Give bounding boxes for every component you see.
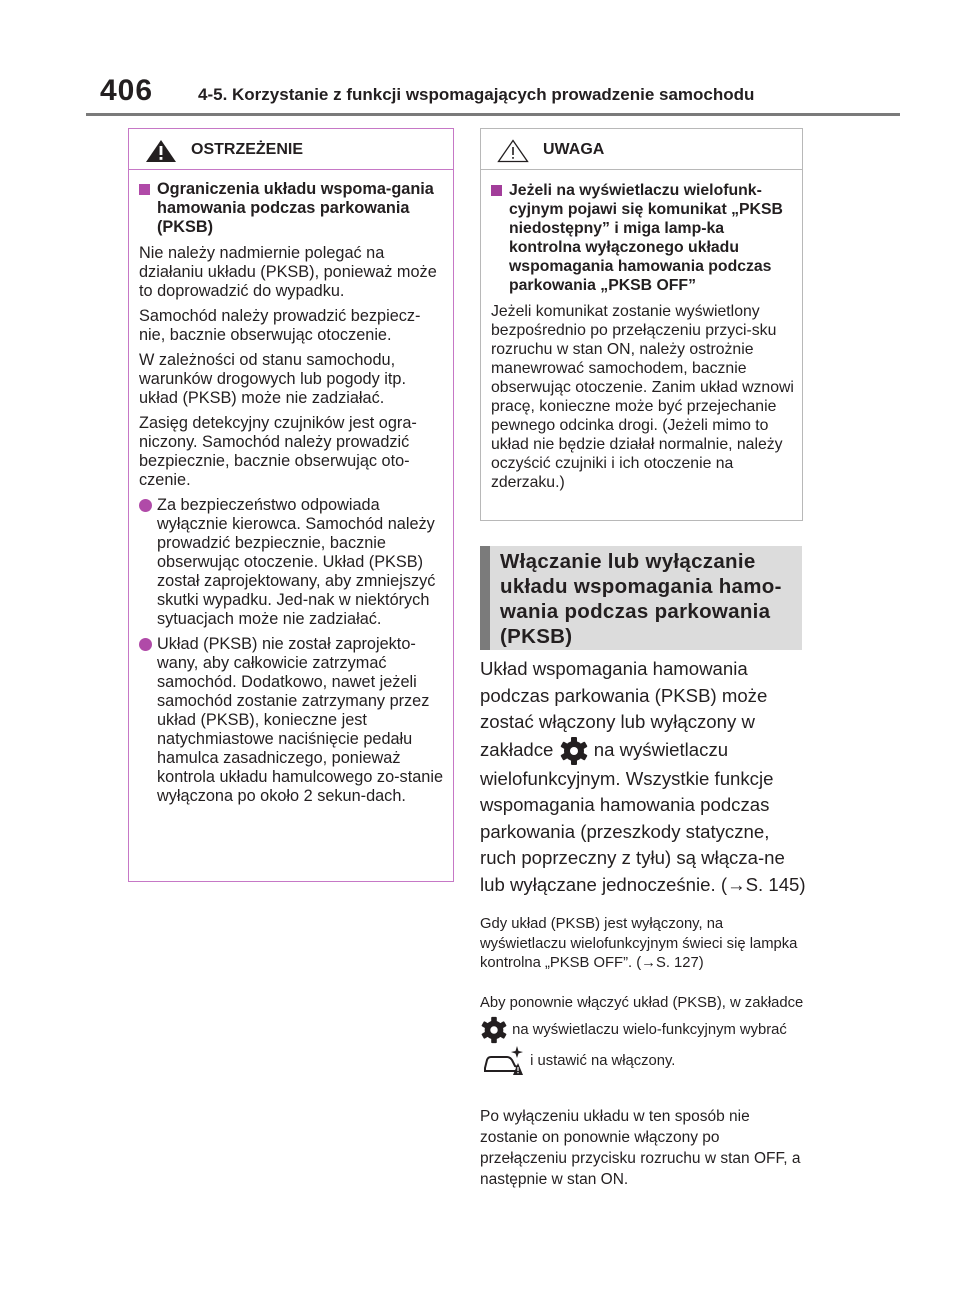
pksb-car-icon xyxy=(480,1044,526,1078)
warning-paragraph: Nie należy nadmiernie polegać na działaniu układu (PKSB), ponieważ może to doprowadzić do wypadku. xyxy=(139,244,437,300)
feature-paragraph-3: Po wyłączeniu układu w ten sposób nie zostanie on ponownie włączony po przełączeniu przycisku rozruchu w stan OFF, a następnie w stan ON. xyxy=(480,1108,801,1188)
warning-title: OSTRZEŻENIE xyxy=(191,141,304,158)
square-bullet-icon xyxy=(491,185,502,196)
warning-triangle-icon xyxy=(145,139,177,163)
header-rule xyxy=(86,113,900,116)
warning-item-title: Ograniczenia układu wspoma-gania hamowania podczas parkowania (PKSB) xyxy=(157,180,434,236)
warning-item xyxy=(139,180,445,237)
warning-paragraph: Zasięg detekcyjny czujników jest ogra-niczony. Samochód należy prowadzić bezpiecznie, bacznie obserwując oto-czenie. xyxy=(139,414,417,489)
warning-bullet xyxy=(139,635,445,806)
warning-bullet-text: Za bezpieczeństwo odpowiada wyłącznie kierowca. Samochód należy prowadzić bezpiecznie, bacznie obserwując otoczenie. Układ (PKSB) został zaprojektowany, aby zmniejszyć skutki wypadku. Jed-nak w niektórych sytuacjach może nie zadziałać. xyxy=(157,496,436,628)
feature-intro xyxy=(480,656,810,898)
warning-box xyxy=(128,128,454,882)
feature-heading-text: Włączanie lub wyłączanie układu wspomagania hamo-wania podczas parkowania (PKSB) xyxy=(500,550,782,648)
feature-heading xyxy=(480,546,802,650)
section-title: 4-5. Korzystanie z funkcji wspomagających prowadzenie samochodu xyxy=(198,85,755,104)
p2-text-b: na wyświetlaczu wielo-funkcyjnym wybrać xyxy=(512,1021,787,1038)
square-bullet-icon xyxy=(139,184,150,195)
note-paragraph: Jeżeli komunikat zostanie wyświetlony bezpośrednio po przełączeniu przyci-sku rozruchu w stan ON, należy ostrożnie manewrować samochodem, bacznie obserwując otoczenie. Zanim układ wznowi pracę, konieczne może być przejechanie pewnego odcinka drogi. (Jeżeli mimo to układ nie będzie działał normalnie, należy oczyścić czujniki i ich otoczenie na zderzaku.) xyxy=(491,303,794,491)
gear-icon xyxy=(480,1016,508,1044)
note-box xyxy=(480,128,803,521)
gear-icon xyxy=(559,736,589,766)
warning-paragraph: W zależności od stanu samochodu, warunków drogowych lub pogody itp. układ (PKSB) może nie zadziałać. xyxy=(139,351,406,407)
p2-text-c: i ustawić na włączony. xyxy=(530,1052,676,1069)
intro-text-a: Układ wspomagania hamowania podczas parkowania (PKSB) może zostać włączony lub wyłączony w zakładce xyxy=(480,658,768,760)
note-body xyxy=(481,170,802,492)
note-item-title: Jeżeli na wyświetlaczu wielofunk-cyjnym pojawi się komunikat „PKSB niedostępny” i miga lamp-ka kontrolna wyłączonego układu wspomagania hamowania podczas parkowania „PKSB OFF” xyxy=(509,182,783,294)
page-header xyxy=(0,0,960,116)
page-number: 406 xyxy=(100,74,154,107)
warning-bullet xyxy=(139,496,445,629)
circle-bullet-icon xyxy=(139,499,152,512)
intro-text-b: na wyświetlaczu wielofunkcyjnym. Wszystkie funkcje wspomagania hamowania podczas parkowania (przeszkody statyczne, ruch poprzeczny z tyłu) są włącza-ne lub wyłączane jednocześnie. (→S. 145) xyxy=(480,738,806,895)
note-item xyxy=(491,181,794,295)
circle-bullet-icon xyxy=(139,638,152,651)
feature-paragraph-2 xyxy=(480,990,810,1078)
caution-triangle-icon xyxy=(497,139,529,163)
warning-body xyxy=(129,170,453,806)
p2-text-a: Aby ponownie włączyć układ (PKSB), w zakładce xyxy=(480,995,804,1011)
warning-paragraph: Samochód należy prowadzić bezpiecz-nie, bacznie obserwując otoczenie. xyxy=(139,307,421,344)
note-title: UWAGA xyxy=(543,141,605,158)
note-header xyxy=(481,129,802,170)
warning-bullet-text: Układ (PKSB) nie został zaprojekto-wany, aby całkowicie zatrzymać samochód. Dodatkowo, nawet jeżeli samochód zostanie zatrzymany przez układ (PKSB), konieczne jest natychmiastowe naciśnięcie pedału hamulca zasadniczego, ponieważ kontrola układu hamulcowego zo-stanie wyłączona po około 2 sekun-dach. xyxy=(157,635,443,805)
feature-paragraph-1: Gdy układ (PKSB) jest wyłączony, na wyświetlaczu wielofunkcyjnym świeci się lampka kontrolna „PKSB OFF”. (→S. 127) xyxy=(480,916,798,971)
warning-header xyxy=(129,129,453,170)
